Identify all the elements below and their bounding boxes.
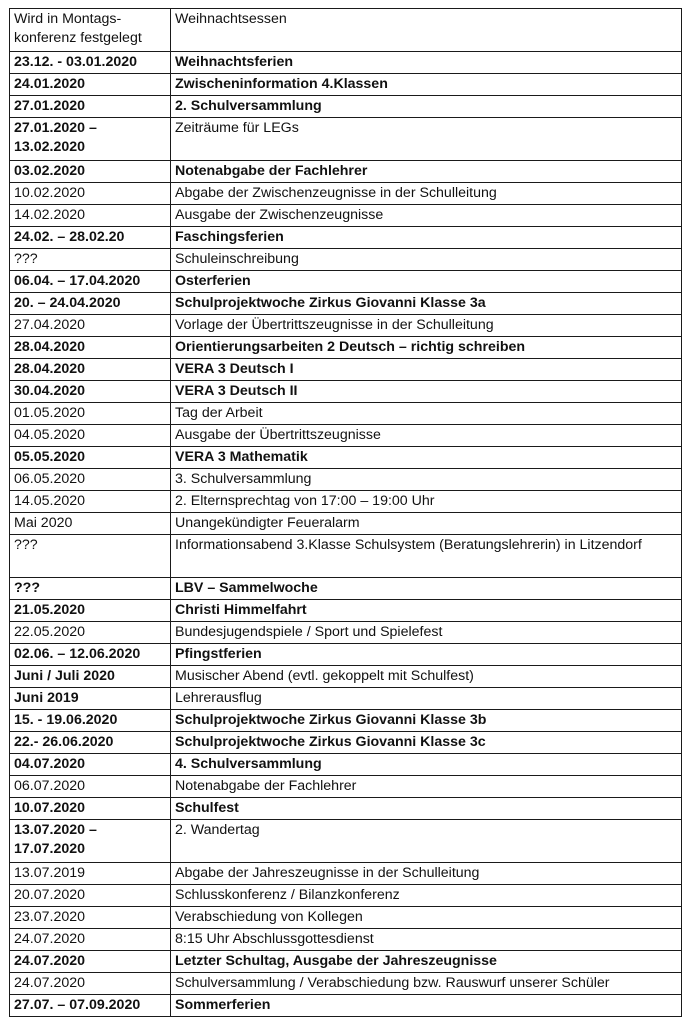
date-cell: 24.01.2020 bbox=[10, 74, 171, 96]
table-row bbox=[10, 183, 682, 205]
date-cell: 23.07.2020 bbox=[10, 907, 171, 929]
table-row bbox=[10, 513, 682, 535]
event-cell: Schulprojektwoche Zirkus Giovanni Klasse 3a bbox=[171, 293, 682, 315]
event-cell: Bundesjugendspiele / Sport und Spielefest bbox=[171, 622, 682, 644]
event-cell: LBV – Sammelwoche bbox=[171, 578, 682, 600]
date-cell: 06.07.2020 bbox=[10, 776, 171, 798]
event-cell: VERA 3 Deutsch I bbox=[171, 359, 682, 381]
date-cell: 24.07.2020 bbox=[10, 929, 171, 951]
event-cell: 2. Wandertag bbox=[171, 820, 682, 863]
schedule-table bbox=[9, 8, 682, 1017]
table-row bbox=[10, 600, 682, 622]
event-cell: Orientierungsarbeiten 2 Deutsch – richtig schreiben bbox=[171, 337, 682, 359]
event-cell: Abgabe der Jahreszeugnisse in der Schulleitung bbox=[171, 863, 682, 885]
date-cell: 27.04.2020 bbox=[10, 315, 171, 337]
date-cell: 15. - 19.06.2020 bbox=[10, 710, 171, 732]
date-cell: 28.04.2020 bbox=[10, 337, 171, 359]
event-cell: Ausgabe der Übertrittszeugnisse bbox=[171, 425, 682, 447]
event-cell: Notenabgabe der Fachlehrer bbox=[171, 161, 682, 183]
date-cell: 03.02.2020 bbox=[10, 161, 171, 183]
date-cell: 05.05.2020 bbox=[10, 447, 171, 469]
event-cell: 2. Schulversammlung bbox=[171, 96, 682, 118]
date-cell: 04.07.2020 bbox=[10, 754, 171, 776]
table-row bbox=[10, 337, 682, 359]
date-cell: ??? bbox=[10, 535, 171, 578]
table-row bbox=[10, 885, 682, 907]
table-row bbox=[10, 359, 682, 381]
event-cell: Osterferien bbox=[171, 271, 682, 293]
table-row bbox=[10, 929, 682, 951]
event-cell: Schulprojektwoche Zirkus Giovanni Klasse 3c bbox=[171, 732, 682, 754]
event-cell: Notenabgabe der Fachlehrer bbox=[171, 776, 682, 798]
event-cell: 4. Schulversammlung bbox=[171, 754, 682, 776]
date-cell: Mai 2020 bbox=[10, 513, 171, 535]
date-cell: 30.04.2020 bbox=[10, 381, 171, 403]
date-cell: 06.04. – 17.04.2020 bbox=[10, 271, 171, 293]
table-row bbox=[10, 951, 682, 973]
date-cell: 04.05.2020 bbox=[10, 425, 171, 447]
table-row bbox=[10, 403, 682, 425]
table-row bbox=[10, 578, 682, 600]
table-row bbox=[10, 271, 682, 293]
table-row bbox=[10, 973, 682, 995]
schedule-body bbox=[10, 9, 682, 1017]
table-row bbox=[10, 205, 682, 227]
table-row bbox=[10, 732, 682, 754]
table-row bbox=[10, 863, 682, 885]
table-row bbox=[10, 425, 682, 447]
event-cell: Sommerferien bbox=[171, 995, 682, 1017]
table-row bbox=[10, 96, 682, 118]
table-row bbox=[10, 469, 682, 491]
date-cell: 13.07.2019 bbox=[10, 863, 171, 885]
event-cell: Letzter Schultag, Ausgabe der Jahreszeugnisse bbox=[171, 951, 682, 973]
event-cell: Schulversammlung / Verabschiedung bzw. Rauswurf unserer Schüler bbox=[171, 973, 682, 995]
table-row bbox=[10, 995, 682, 1017]
table-row bbox=[10, 907, 682, 929]
table-row bbox=[10, 491, 682, 513]
event-cell: Weihnachtsessen bbox=[171, 9, 682, 52]
event-cell: Lehrerausflug bbox=[171, 688, 682, 710]
table-row bbox=[10, 74, 682, 96]
event-cell: Pfingstferien bbox=[171, 644, 682, 666]
date-cell: 14.05.2020 bbox=[10, 491, 171, 513]
table-row bbox=[10, 52, 682, 74]
date-cell: 27.01.2020 – 13.02.2020 bbox=[10, 118, 171, 161]
table-row bbox=[10, 227, 682, 249]
event-cell: Informationsabend 3.Klasse Schulsystem (Beratungslehrerin) in Litzendorf bbox=[171, 535, 682, 578]
event-cell: Weihnachtsferien bbox=[171, 52, 682, 74]
date-cell: Wird in Montags-konferenz festgelegt bbox=[10, 9, 171, 52]
date-cell: 24.02. – 28.02.20 bbox=[10, 227, 171, 249]
date-cell: 10.02.2020 bbox=[10, 183, 171, 205]
date-cell: 02.06. – 12.06.2020 bbox=[10, 644, 171, 666]
table-row bbox=[10, 315, 682, 337]
table-row bbox=[10, 776, 682, 798]
date-cell: 21.05.2020 bbox=[10, 600, 171, 622]
date-cell: ??? bbox=[10, 249, 171, 271]
table-row bbox=[10, 249, 682, 271]
date-cell: 24.07.2020 bbox=[10, 973, 171, 995]
event-cell: Musischer Abend (evtl. gekoppelt mit Schulfest) bbox=[171, 666, 682, 688]
date-cell: 06.05.2020 bbox=[10, 469, 171, 491]
date-cell: 22.- 26.06.2020 bbox=[10, 732, 171, 754]
event-cell: Abgabe der Zwischenzeugnisse in der Schulleitung bbox=[171, 183, 682, 205]
date-cell: 24.07.2020 bbox=[10, 951, 171, 973]
event-cell: Christi Himmelfahrt bbox=[171, 600, 682, 622]
table-row bbox=[10, 118, 682, 161]
table-row bbox=[10, 666, 682, 688]
table-row bbox=[10, 293, 682, 315]
event-cell: Ausgabe der Zwischenzeugnisse bbox=[171, 205, 682, 227]
event-cell: 3. Schulversammlung bbox=[171, 469, 682, 491]
table-row bbox=[10, 688, 682, 710]
event-cell: Verabschiedung von Kollegen bbox=[171, 907, 682, 929]
table-row bbox=[10, 710, 682, 732]
event-cell: VERA 3 Mathematik bbox=[171, 447, 682, 469]
date-cell: 13.07.2020 – 17.07.2020 bbox=[10, 820, 171, 863]
event-cell: Zeiträume für LEGs bbox=[171, 118, 682, 161]
table-row bbox=[10, 798, 682, 820]
date-cell: 20. – 24.04.2020 bbox=[10, 293, 171, 315]
event-cell: Tag der Arbeit bbox=[171, 403, 682, 425]
date-cell: 27.01.2020 bbox=[10, 96, 171, 118]
date-cell: 23.12. - 03.01.2020 bbox=[10, 52, 171, 74]
event-cell: 2. Elternsprechtag von 17:00 – 19:00 Uhr bbox=[171, 491, 682, 513]
date-cell: Juni 2019 bbox=[10, 688, 171, 710]
date-cell: 28.04.2020 bbox=[10, 359, 171, 381]
event-cell: 8:15 Uhr Abschlussgottesdienst bbox=[171, 929, 682, 951]
event-cell: Schuleinschreibung bbox=[171, 249, 682, 271]
event-cell: Faschingsferien bbox=[171, 227, 682, 249]
event-cell: VERA 3 Deutsch II bbox=[171, 381, 682, 403]
table-row bbox=[10, 381, 682, 403]
table-row bbox=[10, 9, 682, 52]
date-cell: 14.02.2020 bbox=[10, 205, 171, 227]
event-cell: Schlusskonferenz / Bilanzkonferenz bbox=[171, 885, 682, 907]
table-row bbox=[10, 754, 682, 776]
table-row bbox=[10, 820, 682, 863]
date-cell: 22.05.2020 bbox=[10, 622, 171, 644]
date-cell: ??? bbox=[10, 578, 171, 600]
event-cell: Zwischeninformation 4.Klassen bbox=[171, 74, 682, 96]
date-cell: 20.07.2020 bbox=[10, 885, 171, 907]
date-cell: 27.07. – 07.09.2020 bbox=[10, 995, 171, 1017]
table-row bbox=[10, 622, 682, 644]
event-cell: Schulprojektwoche Zirkus Giovanni Klasse 3b bbox=[171, 710, 682, 732]
date-cell: Juni / Juli 2020 bbox=[10, 666, 171, 688]
table-row bbox=[10, 447, 682, 469]
table-row bbox=[10, 535, 682, 578]
event-cell: Unangekündigter Feueralarm bbox=[171, 513, 682, 535]
event-cell: Vorlage der Übertrittszeugnisse in der Schulleitung bbox=[171, 315, 682, 337]
event-cell: Schulfest bbox=[171, 798, 682, 820]
date-cell: 10.07.2020 bbox=[10, 798, 171, 820]
table-row bbox=[10, 161, 682, 183]
table-row bbox=[10, 644, 682, 666]
date-cell: 01.05.2020 bbox=[10, 403, 171, 425]
